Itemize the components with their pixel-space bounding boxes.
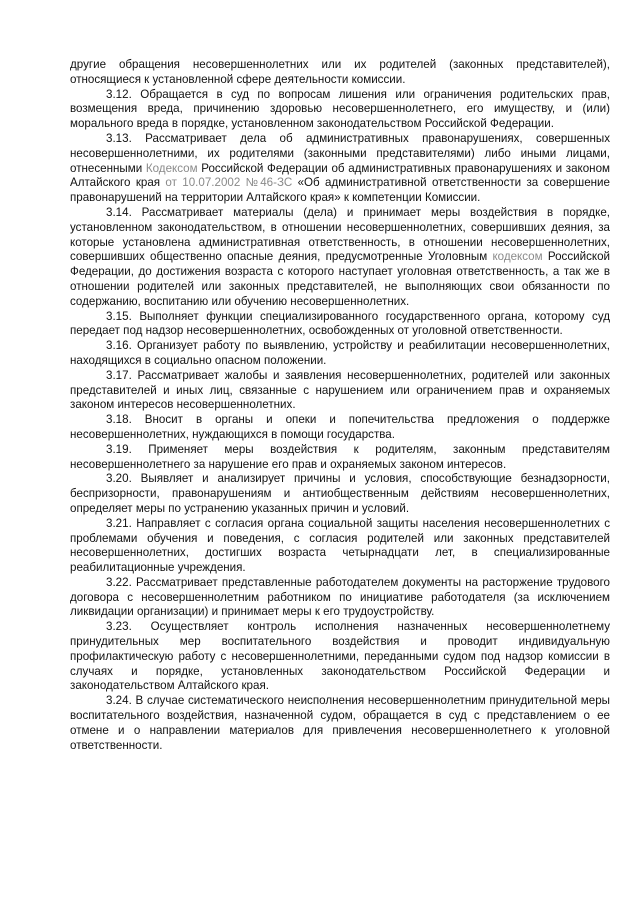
paragraph-3-22: 3.22. Рассматривает представленные работодателем документы на расторжение трудового договора с несовершеннолетним работником по инициативе работодателя (за исключением ликвидации организации) и принимает меры к его трудоустройству.: [70, 575, 610, 619]
paragraph-3-18: 3.18. Вносит в органы и опеки и попечительства предложения о поддержке несовершеннолетних, нуждающихся в помощи государства.: [70, 413, 610, 441]
continuation-paragraph: другие обращения несовершеннолетних или их родителей (законных представителей), относящиеся к установленной сфере деятельности комиссии.: [70, 58, 610, 86]
paragraph-3-15: 3.15. Выполняет функции специализированного государственного органа, которому суд передает под надзор несовершеннолетних, освобожденных от уголовной ответственности.: [70, 309, 610, 338]
paragraph-3-19: 3.19. Применяет меры воздействия к родителям, законным представителям несовершеннолетнего за нарушение его прав и охраняемых законом интересов.: [70, 442, 610, 471]
paragraph-3-14-text-start: 3.14. Рассматривает материалы (дела) и принимает меры воздействия в порядке, установленном законодательством, в отношении несовершеннолетних, совершивших деяния, за которые установлена административная ответственность, в отношении несовершеннолетних, совершивших общественно опасные деяния, предусмотренные Уголовным: [70, 205, 610, 264]
paragraph-3-13-text-start: 3.13. Рассматривает дела об административных правонарушениях, совершенных несовершеннолетними, их родителями (законными представителями) либо иными лицами, отнесенными: [70, 131, 610, 175]
kodeks-link[interactable]: Кодексом: [145, 161, 198, 175]
paragraph-3-17: 3.17. Рассматривает жалобы и заявления несовершеннолетних, родителей или законных представителей и иных лиц, связанные с нарушением или ограничением прав и охраняемых законом интересов несовершеннолетних.: [70, 368, 610, 412]
criminal-code-link[interactable]: кодексом: [492, 250, 543, 264]
paragraph-3-13-text-mid: Российской Федерации об административных правонарушениях и законом Алтайского края: [70, 161, 611, 190]
law-date-link[interactable]: от 10.07.2002 №46-ЗС: [165, 176, 293, 190]
paragraph-3-14: [70, 206, 610, 310]
paragraph-3-24: 3.24. В случае систематического неисполнения несовершеннолетним принудительной меры воспитательного воздействия, назначенной судом, обращается в суд с представлением о ее отмене и о направлении материалов для привлечения несовершеннолетнего к уголовной ответственности.: [70, 694, 610, 752]
paragraph-3-16: 3.16. Организует работу по выявлению, устройству и реабилитации несовершеннолетних, находящихся в социально опасном положении.: [70, 339, 610, 367]
paragraph-3-23: 3.23. Осуществляет контроль исполнения назначенных несовершеннолетнему принудительных мер воспитательного воздействия и проводит индивидуальную профилактическую работу с несовершеннолетними, переданными судом под надзор комиссии в случаях и порядке, установленных законодательством Российской Федерации и законодательством Алтайского края.: [70, 620, 610, 693]
paragraph-3-14-text-end: Российской Федерации, до достижения возраста с которого наступает уголовная ответственность, а так же в отношении родителей или законных представителей, не выполняющих свои обязанности по содержанию, воспитанию или обучению несовершеннолетних.: [70, 250, 610, 308]
paragraph-3-13: [70, 132, 610, 206]
paragraph-3-20: 3.20. Выявляет и анализирует причины и условия, способствующие безнадзорности, беспризорности, правонарушениям и антиобщественным действиям несовершеннолетних, определяет меры по устранению указанных причин и условий.: [70, 472, 610, 515]
paragraph-3-13-text-end: «Об административной ответственности за совершение правонарушений на территории Алтайского края» к компетенции Комиссии.: [70, 176, 610, 205]
paragraph-3-12: 3.12. Обращается в суд по вопросам лишения или ограничения родительских прав, возмещения вреда, причинению здоровью несовершеннолетнего, его имуществу, и (или) морального вреда в порядке, установленном законодательством Российской Федерации.: [70, 87, 610, 131]
paragraph-3-21: 3.21. Направляет с согласия органа социальной защиты населения несовершеннолетних с проблемами обучения и поведения, с согласия родителей или законных представителей несовершеннолетних, достигших возраста четырнадцати лет, в специализированные реабилитационные учреждения.: [70, 516, 610, 575]
